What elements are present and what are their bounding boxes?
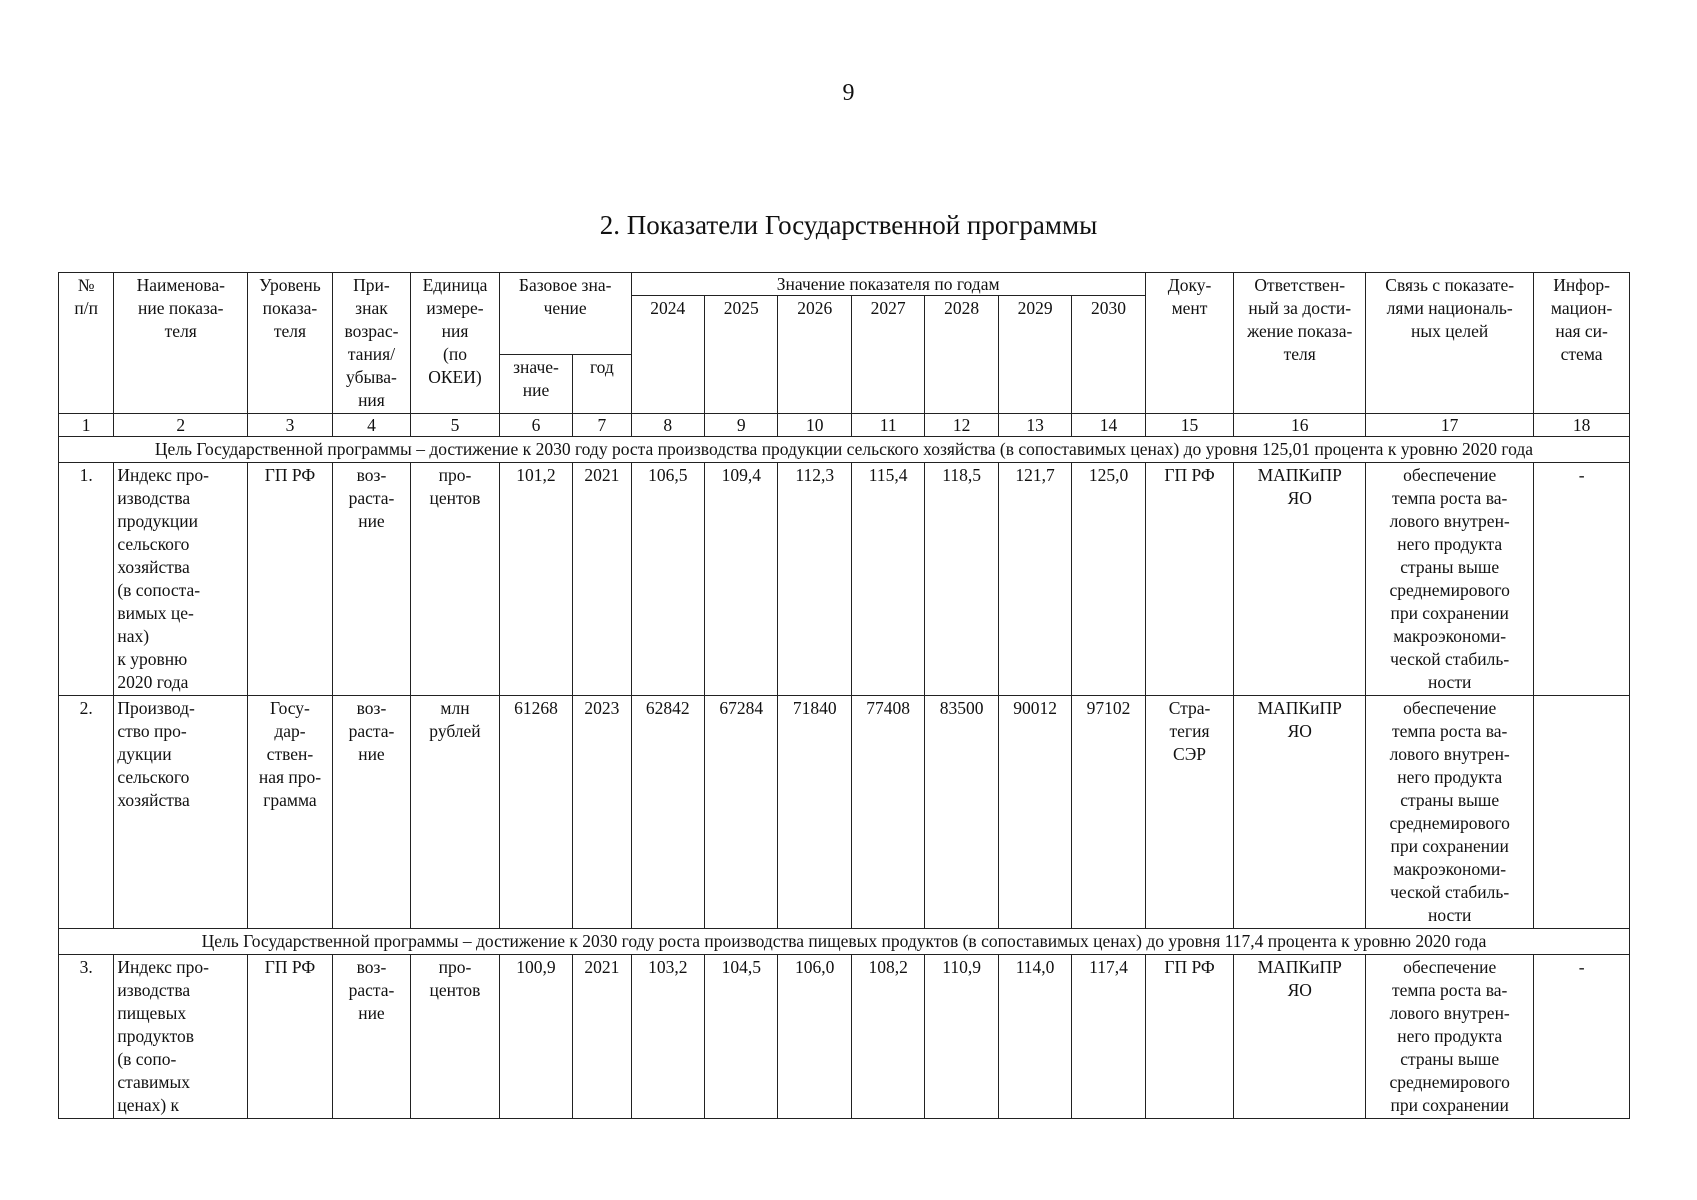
indicator-name: Индекс про- изводства продукции сельского хозяйства (в сопоста- вимых це- нах) к уровню 2020 года bbox=[114, 463, 248, 696]
indicator-sign: воз- раста- ние bbox=[332, 696, 410, 929]
header-unit: Единица измере- ния (по ОКЕИ) bbox=[411, 273, 500, 414]
column-number: 15 bbox=[1145, 414, 1234, 437]
column-number: 16 bbox=[1234, 414, 1366, 437]
column-number: 10 bbox=[778, 414, 851, 437]
responsible: МАПКиПР ЯО bbox=[1234, 955, 1366, 1119]
header-row-1 bbox=[59, 273, 1630, 296]
value-2024: 103,2 bbox=[631, 955, 704, 1119]
national-goal-link: обеспечение темпа роста ва- лового внутрен- него продукта страны выше среднемирового при сохранении макроэкономи- ческой стабиль- ности bbox=[1366, 696, 1534, 929]
value-2026: 71840 bbox=[778, 696, 851, 929]
column-number: 1 bbox=[59, 414, 114, 437]
document: Стра- тегия СЭР bbox=[1145, 696, 1234, 929]
national-goal-link: обеспечение темпа роста ва- лового внутрен- него продукта страны выше среднемирового при сохранении bbox=[1366, 955, 1534, 1119]
column-number: 13 bbox=[998, 414, 1071, 437]
header-by-years: Значение показателя по годам bbox=[631, 273, 1145, 296]
goal-text: Цель Государственной программы – достижение к 2030 году роста производства продукции сельского хозяйства (в сопоставимых ценах) до уровня 125,01 процента к уровню 2020 года bbox=[59, 437, 1630, 463]
indicator-unit: про- центов bbox=[411, 463, 500, 696]
value-2030: 117,4 bbox=[1072, 955, 1145, 1119]
header-info-system: Инфор- мацион- ная си- стема bbox=[1534, 273, 1630, 414]
column-number: 12 bbox=[925, 414, 998, 437]
header-year-2028: 2028 bbox=[925, 296, 998, 414]
value-2027: 115,4 bbox=[851, 463, 924, 696]
value-2026: 112,3 bbox=[778, 463, 851, 696]
value-2030: 97102 bbox=[1072, 696, 1145, 929]
value-2027: 77408 bbox=[851, 696, 924, 929]
value-2029: 90012 bbox=[998, 696, 1071, 929]
column-number: 7 bbox=[573, 414, 631, 437]
header-year-2030: 2030 bbox=[1072, 296, 1145, 414]
header-year-2024: 2024 bbox=[631, 296, 704, 414]
column-number: 11 bbox=[851, 414, 924, 437]
column-numbers-row bbox=[59, 414, 1630, 437]
value-2030: 125,0 bbox=[1072, 463, 1145, 696]
header-num: № п/п bbox=[59, 273, 114, 414]
indicator-level: ГП РФ bbox=[248, 955, 333, 1119]
responsible: МАПКиПР ЯО bbox=[1234, 463, 1366, 696]
header-sign: При- знак возрас- тания/ убыва- ния bbox=[332, 273, 410, 414]
column-number: 4 bbox=[332, 414, 410, 437]
row-num: 3. bbox=[59, 955, 114, 1119]
base-year: 2023 bbox=[573, 696, 631, 929]
base-value: 100,9 bbox=[499, 955, 572, 1119]
table-row bbox=[59, 955, 1630, 1119]
value-2025: 67284 bbox=[705, 696, 778, 929]
row-num: 1. bbox=[59, 463, 114, 696]
indicator-unit: млн рублей bbox=[411, 696, 500, 929]
national-goal-link: обеспечение темпа роста ва- лового внутрен- него продукта страны выше среднемирового при сохранении макроэкономи- ческой стабиль- ности bbox=[1366, 463, 1534, 696]
indicator-sign: воз- раста- ние bbox=[332, 463, 410, 696]
header-name: Наименова- ние показа- теля bbox=[114, 273, 248, 414]
value-2028: 118,5 bbox=[925, 463, 998, 696]
table-row bbox=[59, 463, 1630, 696]
header-base-year: год bbox=[573, 355, 631, 414]
info-system: - bbox=[1534, 955, 1630, 1119]
header-base-value: значе- ние bbox=[499, 355, 572, 414]
row-num: 2. bbox=[59, 696, 114, 929]
value-2029: 114,0 bbox=[998, 955, 1071, 1119]
header-document: Доку- мент bbox=[1145, 273, 1234, 414]
page-number: 9 bbox=[842, 80, 855, 106]
value-2026: 106,0 bbox=[778, 955, 851, 1119]
base-value: 61268 bbox=[499, 696, 572, 929]
column-number: 17 bbox=[1366, 414, 1534, 437]
indicator-name: Индекс про- изводства пищевых продуктов (в сопо- ставимых ценах) к bbox=[114, 955, 248, 1119]
value-2028: 83500 bbox=[925, 696, 998, 929]
header-responsible: Ответствен- ный за дости- жение показа- теля bbox=[1234, 273, 1366, 414]
base-year: 2021 bbox=[573, 463, 631, 696]
column-number: 6 bbox=[499, 414, 572, 437]
value-2024: 62842 bbox=[631, 696, 704, 929]
info-system bbox=[1534, 696, 1630, 929]
value-2029: 121,7 bbox=[998, 463, 1071, 696]
column-number: 5 bbox=[411, 414, 500, 437]
document: ГП РФ bbox=[1145, 463, 1234, 696]
value-2028: 110,9 bbox=[925, 955, 998, 1119]
header-level: Уровень показа- теля bbox=[248, 273, 333, 414]
value-2025: 109,4 bbox=[705, 463, 778, 696]
indicator-unit: про- центов bbox=[411, 955, 500, 1119]
column-number: 8 bbox=[631, 414, 704, 437]
column-number: 3 bbox=[248, 414, 333, 437]
value-2027: 108,2 bbox=[851, 955, 924, 1119]
header-base: Базовое зна- чение bbox=[499, 273, 631, 355]
indicators-table bbox=[58, 272, 1630, 1119]
goal-text: Цель Государственной программы – достижение к 2030 году роста производства пищевых продуктов (в сопоставимых ценах) до уровня 117,4 процента к уровню 2020 года bbox=[59, 929, 1630, 955]
header-year-2027: 2027 bbox=[851, 296, 924, 414]
header-link: Связь с показате- лями националь- ных целей bbox=[1366, 273, 1534, 414]
goal-row-2 bbox=[59, 929, 1630, 955]
header-year-2026: 2026 bbox=[778, 296, 851, 414]
base-value: 101,2 bbox=[499, 463, 572, 696]
table-row bbox=[59, 696, 1630, 929]
goal-row-1 bbox=[59, 437, 1630, 463]
section-title: 2. Показатели Государственной программы bbox=[599, 210, 1098, 240]
indicator-level: ГП РФ bbox=[248, 463, 333, 696]
indicator-name: Производ- ство про- дукции сельского хозяйства bbox=[114, 696, 248, 929]
value-2025: 104,5 bbox=[705, 955, 778, 1119]
indicator-level: Госу- дар- ствен- ная про- грамма bbox=[248, 696, 333, 929]
column-number: 14 bbox=[1072, 414, 1145, 437]
document: ГП РФ bbox=[1145, 955, 1234, 1119]
indicator-sign: воз- раста- ние bbox=[332, 955, 410, 1119]
column-number: 18 bbox=[1534, 414, 1630, 437]
responsible: МАПКиПР ЯО bbox=[1234, 696, 1366, 929]
column-number: 9 bbox=[705, 414, 778, 437]
header-year-2025: 2025 bbox=[705, 296, 778, 414]
column-number: 2 bbox=[114, 414, 248, 437]
value-2024: 106,5 bbox=[631, 463, 704, 696]
header-year-2029: 2029 bbox=[998, 296, 1071, 414]
info-system: - bbox=[1534, 463, 1630, 696]
base-year: 2021 bbox=[573, 955, 631, 1119]
